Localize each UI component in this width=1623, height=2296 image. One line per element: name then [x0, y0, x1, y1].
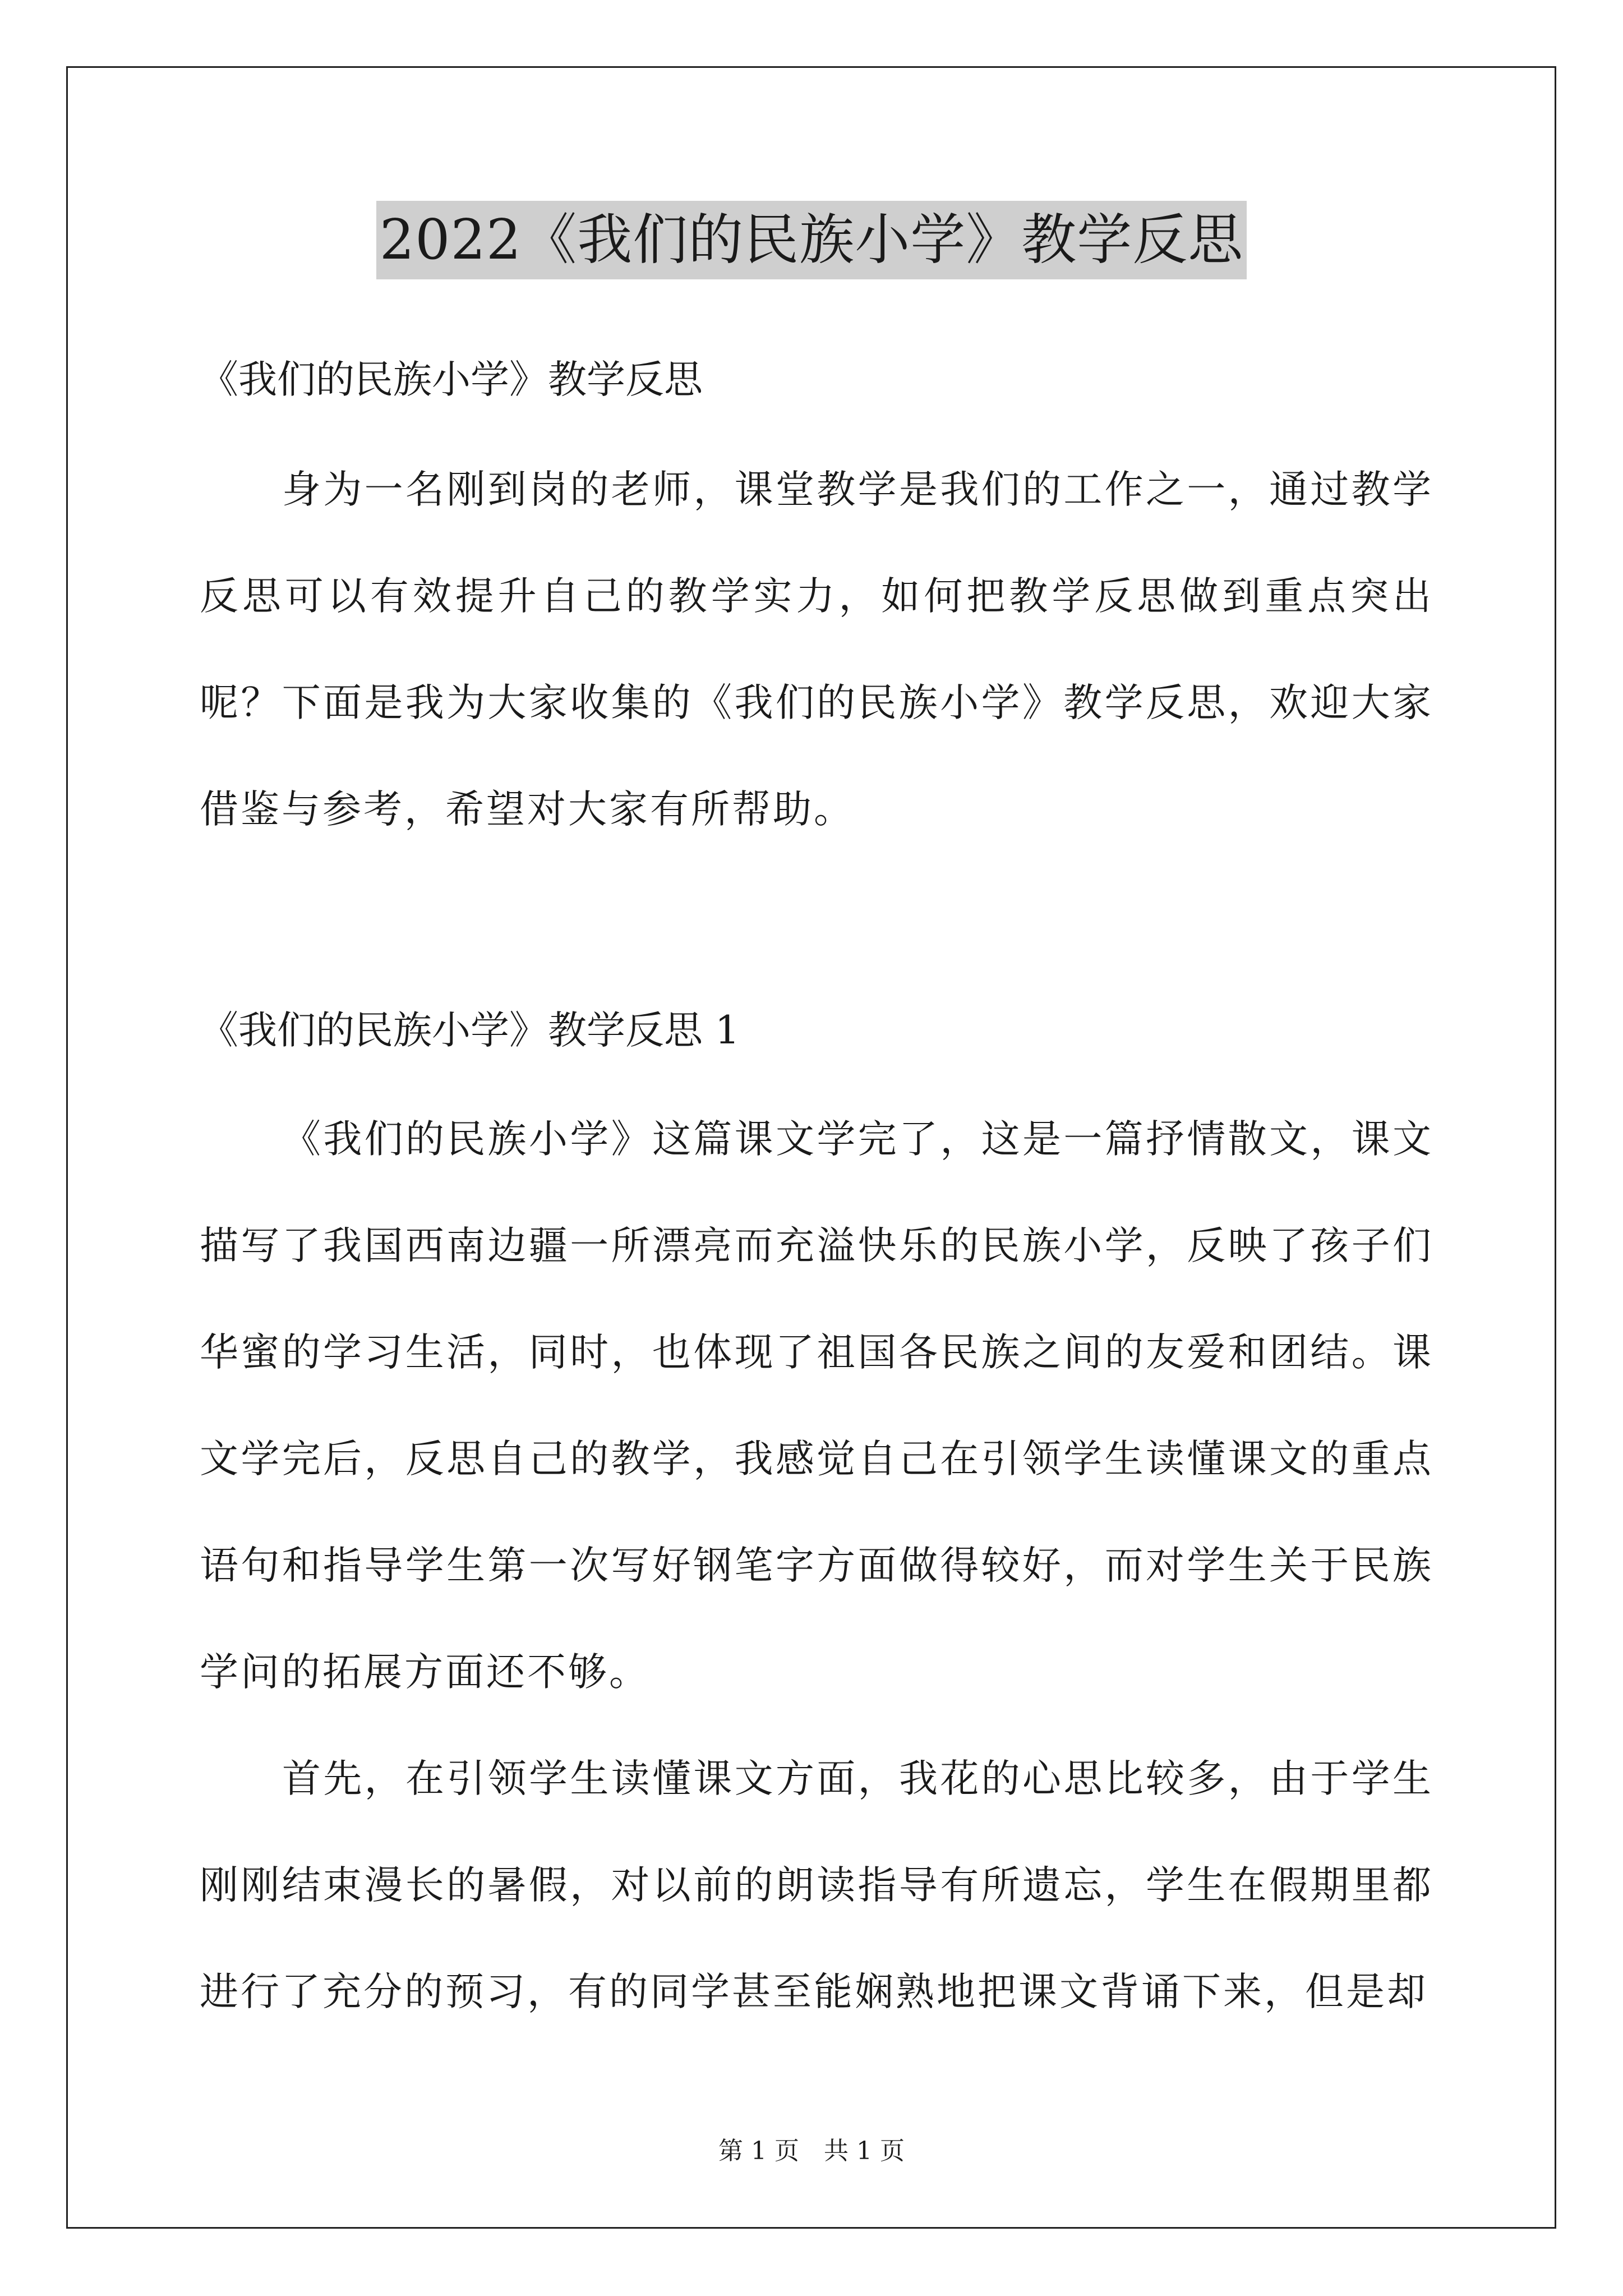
document-subtitle: 《我们的民族小学》教学反思 — [200, 357, 703, 402]
intro-paragraph: 身为一名刚到岗的老师，课堂教学是我们的工作之一，通过教学反思可以有效提升自己的教学实力，如何把教学反思做到重点突出呢？下面是我为大家收集的《我们的民族小学》教学反思，欢迎大家借鉴与参考，希望对大家有所帮助。 — [200, 467, 1433, 832]
page-number-footer: 第 1 页 共 1 页 — [718, 2137, 905, 2165]
section-1-heading: 《我们的民族小学》教学反思 1 — [200, 1008, 740, 1053]
section-1-paragraph-2: 首先，在引领学生读懂课文方面，我花的心思比较多，由于学生刚刚结束漫长的暑假，对以前的朗读指导有所遗忘，学生在假期里都进行了充分的预习，有的同学甚至能娴熟地把课文背诵下来，但是却 — [200, 1756, 1433, 2014]
title-wrapper — [0, 201, 1623, 279]
document-title: 2022《我们的民族小学》教学反思 — [376, 201, 1247, 279]
section-1-paragraph-1: 《我们的民族小学》这篇课文学完了，这是一篇抒情散文，课文描写了我国西南边疆一所漂亮而充溢快乐的民族小学，反映了孩子们华蜜的学习生活，同时，也体现了祖国各民族之间的友爱和团结。课文学完后，反思自己的教学，我感觉自己在引领学生读懂课文的重点语句和指导学生第一次写好钢笔字方面做得较好，而对学生关于民族学问的拓展方面还不够。 — [200, 1117, 1433, 1695]
